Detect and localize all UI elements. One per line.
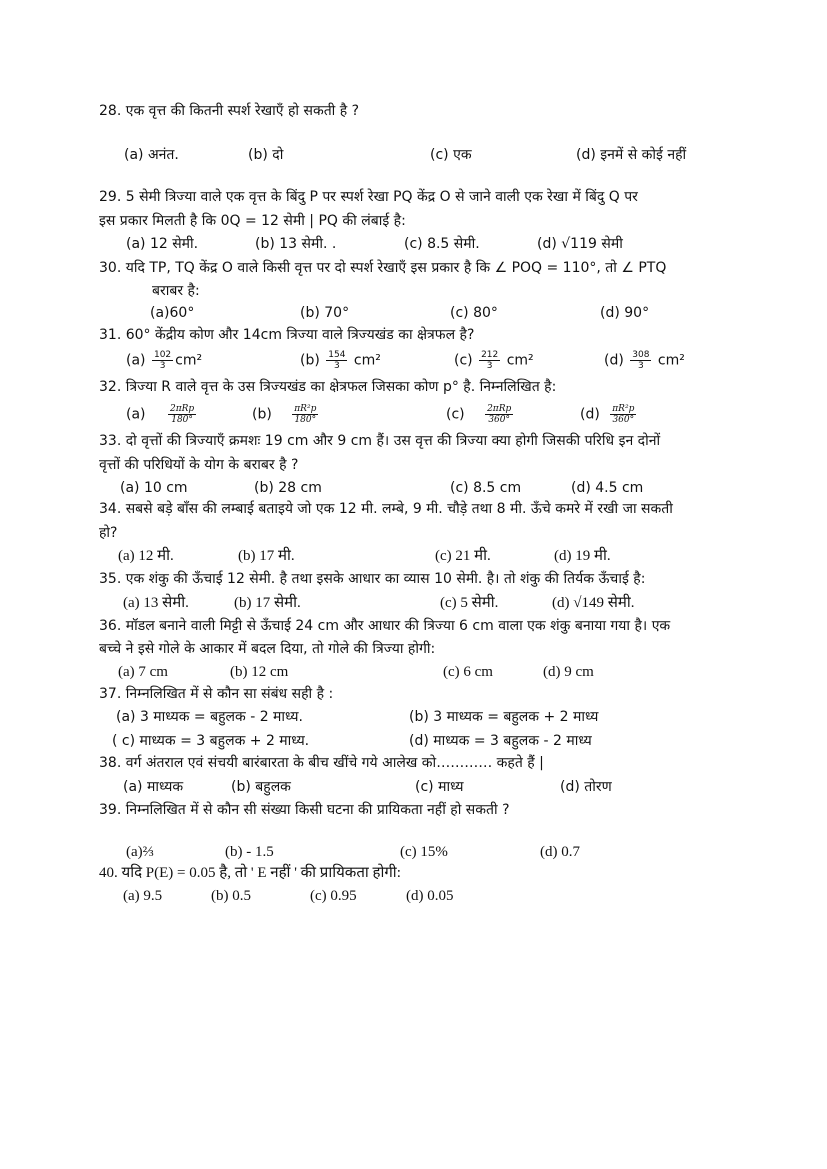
- q32-option-d: [580, 404, 638, 425]
- q31-option-c-label: (c): [454, 352, 473, 369]
- question-30-text: 30. यदि TP, TQ केंद्र O वाले किसी वृत्त पर दो स्पर्श रेखाएँ इस प्रकार है कि ∠ POQ = 110°, तो ∠ PTQ: [99, 260, 667, 276]
- question-30-text-line2: बराबर है:: [152, 283, 200, 299]
- fraction-denominator: 180°: [171, 415, 193, 425]
- q32-option-d-fraction: [610, 404, 636, 425]
- question-36-text: 36. मॉडल बनाने वाली मिट्टी से ऊँचाई 24 cm और आधार की त्रिज्या 6 cm वाला एक शंकु बनाया गया है। एक: [99, 618, 671, 634]
- q36-option-d: (d) 9 cm: [543, 664, 594, 680]
- q38-option-b: (b) बहुलक: [231, 779, 291, 795]
- fraction-numerator: 212: [481, 350, 499, 360]
- fraction-numerator: 2πRp: [487, 404, 512, 414]
- q38-option-a: (a) माध्यक: [123, 779, 184, 795]
- q28-option-b: (b) दो: [248, 147, 284, 163]
- q31-option-a-unit: cm²: [175, 352, 203, 369]
- q38-option-d: (d) तोरण: [560, 779, 612, 795]
- question-28-text: 28. एक वृत्त की कितनी स्पर्श रेखाएँ हो सकती है ?: [99, 103, 360, 119]
- q33-option-b: (b) 28 cm: [254, 480, 322, 496]
- fraction-numerator: 102: [153, 350, 172, 360]
- q33-option-a: (a) 10 cm: [120, 480, 188, 496]
- q34-option-a: (a) 12 मी.: [118, 548, 174, 564]
- q32-option-b-label: (b): [252, 406, 272, 423]
- q36-option-c: (c) 6 cm: [443, 664, 493, 680]
- q31-option-c-unit: cm²: [506, 352, 534, 369]
- question-33-text-line2: वृत्तों की परिधियों के योग के बराबर है ?: [99, 457, 299, 473]
- q40-option-d: (d) 0.05: [406, 888, 454, 904]
- q39-option-a: (a)⅔: [126, 844, 154, 860]
- q39-option-d: (d) 0.7: [540, 844, 580, 860]
- q28-option-d: (d) इनमें से कोई नहीं: [576, 147, 687, 163]
- q38-option-c: (c) माध्य: [415, 779, 464, 795]
- q30-option-a: (a)60°: [150, 305, 195, 321]
- q32-option-d-label: (d): [580, 406, 600, 423]
- q35-option-b: (b) 17 सेमी.: [234, 595, 301, 611]
- q40-option-b: (b) 0.5: [211, 888, 251, 904]
- q32-option-c: [446, 404, 515, 425]
- question-34-text-line2: हो?: [99, 525, 118, 541]
- q32-option-b-fraction: [292, 404, 318, 425]
- question-33-text: 33. दो वृत्तों की त्रिज्याएँ क्रमशः 19 cm और 9 cm हैं। उस वृत्त की त्रिज्या क्या होगी जिसकी परिधि इन दोनों: [99, 433, 661, 449]
- question-38-text: 38. वर्ग अंतराल एवं संचयी बारंबारता के बीच खींचे गये आलेख को………… कहते हैं |: [99, 755, 544, 771]
- q37-option-a: (a) 3 माध्यक = बहुलक - 2 माध्य.: [116, 709, 303, 725]
- q30-option-d: (d) 90°: [600, 305, 650, 321]
- q28-option-c: (c) एक: [430, 147, 472, 163]
- fraction-numerator: 308: [632, 350, 650, 360]
- fraction-numerator: πR²p: [612, 404, 635, 414]
- q29-option-a: (a) 12 सेमी.: [126, 236, 199, 252]
- q30-option-b: (b) 70°: [300, 305, 350, 321]
- q32-option-a-label: (a): [126, 406, 146, 423]
- fraction-numerator: 154: [328, 350, 346, 360]
- q32-option-a: [126, 404, 198, 425]
- q34-option-b: (b) 17 मी.: [238, 548, 295, 564]
- q39-option-c: (c) 15%: [400, 844, 448, 860]
- question-40-text: 40. यदि P(E) = 0.05 है, तो ' E नहीं ' की प्रायिकता होगी:: [99, 865, 401, 881]
- fraction-denominator: 3: [486, 361, 493, 371]
- fraction-numerator: πR²p: [294, 404, 317, 414]
- q31-option-a-label: (a): [126, 352, 146, 369]
- fraction-denominator: 3: [159, 361, 166, 371]
- question-31-text: 31. 60° केंद्रीय कोण और 14cm त्रिज्या वाले त्रिज्यखंड का क्षेत्रफल है?: [99, 327, 475, 343]
- q35-option-c: (c) 5 सेमी.: [440, 595, 499, 611]
- question-29-text-line2: इस प्रकार मिलती है कि 0Q = 12 सेमी | PQ की लंबाई है:: [99, 213, 406, 229]
- q32-option-c-fraction: [485, 404, 513, 425]
- question-39-text: 39. निम्नलिखित में से कौन सी संख्या किसी घटना की प्रायिकता नहीं हो सकती ?: [99, 802, 510, 818]
- q29-option-d: (d) √119 सेमी: [537, 236, 623, 252]
- q32-option-a-fraction: [168, 404, 196, 425]
- q29-option-b: (b) 13 सेमी. .: [255, 236, 337, 252]
- q37-option-b: (b) 3 माध्यक = बहुलक + 2 माध्य: [409, 709, 599, 725]
- q30-option-c: (c) 80°: [450, 305, 498, 321]
- fraction-denominator: 3: [637, 361, 644, 371]
- q40-option-c: (c) 0.95: [310, 888, 357, 904]
- fraction-denominator: 360°: [488, 415, 511, 425]
- q40-option-a: (a) 9.5: [123, 888, 163, 904]
- q31-option-d-fraction: [630, 350, 651, 371]
- q29-option-c: (c) 8.5 सेमी.: [404, 236, 480, 252]
- q31-option-c-fraction: [479, 350, 500, 371]
- q31-option-c: [454, 350, 534, 371]
- q33-option-d: (d) 4.5 cm: [571, 480, 644, 496]
- q34-option-d: (d) 19 मी.: [554, 548, 611, 564]
- q39-option-b: (b) - 1.5: [225, 844, 274, 860]
- q28-option-a: (a) अनंत.: [124, 147, 179, 163]
- q31-option-a: [126, 350, 202, 371]
- q37-option-c: ( c) माध्यक = 3 बहुलक + 2 माध्य.: [112, 733, 310, 749]
- question-35-text: 35. एक शंकु की ऊँचाई 12 सेमी. है तथा इसके आधार का व्यास 10 सेमी. है। तो शंकु की तिर्यक ऊँचाई है:: [99, 571, 646, 587]
- q31-option-a-fraction: [152, 350, 173, 371]
- question-36-text-line2: बच्चे ने इसे गोले के आकार में बदल दिया, तो गोले की त्रिज्या होगी:: [99, 641, 436, 657]
- q35-option-a: (a) 13 सेमी.: [123, 595, 189, 611]
- q31-option-b-label: (b): [300, 352, 320, 369]
- q31-option-b-fraction: [326, 350, 347, 371]
- question-34-text: 34. सबसे बड़े बाँस की लम्बाई बताइये जो एक 12 मी. लम्बे, 9 मी. चौड़े तथा 8 मी. ऊँचे कमरे में रखी जा सकती: [99, 501, 673, 517]
- q35-option-d: (d) √149 सेमी.: [552, 595, 635, 611]
- fraction-numerator: 2πRp: [169, 404, 195, 414]
- q36-option-a: (a) 7 cm: [118, 664, 168, 680]
- fraction-denominator: 3: [333, 361, 340, 371]
- q33-option-c: (c) 8.5 cm: [450, 480, 522, 496]
- q37-option-d: (d) माध्यक = 3 बहुलक - 2 माध्य: [409, 733, 592, 749]
- q34-option-c: (c) 21 मी.: [435, 548, 491, 564]
- q32-option-b: [252, 404, 320, 425]
- fraction-denominator: 180°: [294, 415, 317, 425]
- question-32-text: 32. त्रिज्या R वाले वृत्त के उस त्रिज्यखंड का क्षेत्रफल जिसका कोण p° है. निम्नलिखित है:: [99, 379, 557, 395]
- q32-option-c-label: (c): [446, 406, 465, 423]
- q36-option-b: (b) 12 cm: [230, 664, 289, 680]
- q31-option-d-label: (d): [604, 352, 624, 369]
- q31-option-b-unit: cm²: [353, 352, 381, 369]
- question-29-text: 29. 5 सेमी त्रिज्या वाले एक वृत्त के बिंदु P पर स्पर्श रेखा PQ केंद्र O से जाने वाली एक रेखा में बिंदु Q पर: [99, 189, 638, 205]
- fraction-denominator: 360°: [612, 415, 635, 425]
- question-37-text: 37. निम्नलिखित में से कौन सा संबंध सही है :: [99, 686, 334, 702]
- q31-option-b: [300, 350, 381, 371]
- q31-option-d: [604, 350, 685, 371]
- q31-option-d-unit: cm²: [657, 352, 685, 369]
